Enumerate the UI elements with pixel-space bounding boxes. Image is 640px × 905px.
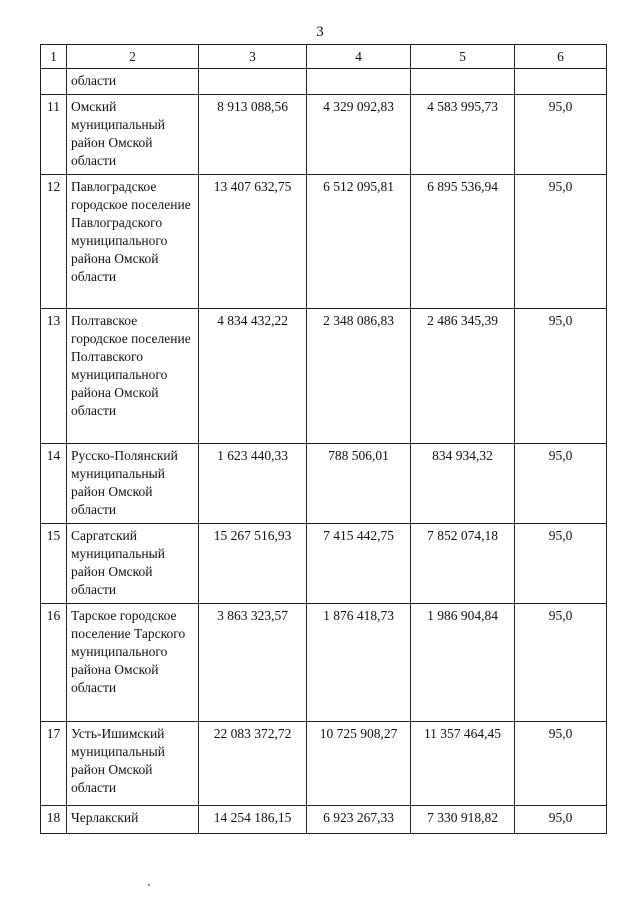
- row-number: 14: [41, 444, 67, 524]
- value-col4: 4 329 092,83: [307, 95, 411, 175]
- percent-col6: 95,0: [515, 444, 607, 524]
- row-number: 18: [41, 806, 67, 834]
- municipality-name: Тарское городское поселение Тарского муниципального района Омской области: [67, 604, 199, 722]
- row-number: 11: [41, 95, 67, 175]
- value-col4: [307, 69, 411, 95]
- row-number: 13: [41, 309, 67, 444]
- page-number: 3: [316, 24, 324, 40]
- table-row: [41, 309, 607, 444]
- column-header: 3: [199, 45, 307, 69]
- municipality-name: области: [67, 69, 199, 95]
- value-col3: 3 863 323,57: [199, 604, 307, 722]
- column-header: 1: [41, 45, 67, 69]
- scan-speck: [148, 884, 150, 886]
- table-row: [41, 175, 607, 309]
- value-col4: 10 725 908,27: [307, 722, 411, 806]
- value-col3: 4 834 432,22: [199, 309, 307, 444]
- value-col4: 788 506,01: [307, 444, 411, 524]
- value-col4: 1 876 418,73: [307, 604, 411, 722]
- value-col3: [199, 69, 307, 95]
- value-col5: [411, 69, 515, 95]
- value-col4: 7 415 442,75: [307, 524, 411, 604]
- value-col5: 1 986 904,84: [411, 604, 515, 722]
- municipality-name: Саргатский муниципальный район Омской области: [67, 524, 199, 604]
- percent-col6: 95,0: [515, 309, 607, 444]
- percent-col6: 95,0: [515, 722, 607, 806]
- table-row: [41, 444, 607, 524]
- municipality-name: Павлоградское городское поселение Павлоградского муниципального района Омской области: [67, 175, 199, 309]
- column-header: 2: [67, 45, 199, 69]
- column-header: 4: [307, 45, 411, 69]
- table-row: [41, 524, 607, 604]
- row-number: 12: [41, 175, 67, 309]
- value-col3: 22 083 372,72: [199, 722, 307, 806]
- table-header-row: [41, 45, 607, 69]
- value-col3: 15 267 516,93: [199, 524, 307, 604]
- data-table: [40, 44, 607, 834]
- table-row: [41, 95, 607, 175]
- column-header: 5: [411, 45, 515, 69]
- value-col3: 8 913 088,56: [199, 95, 307, 175]
- value-col4: 6 923 267,33: [307, 806, 411, 834]
- value-col5: 2 486 345,39: [411, 309, 515, 444]
- value-col3: 13 407 632,75: [199, 175, 307, 309]
- row-number: 17: [41, 722, 67, 806]
- table-row: [41, 806, 607, 834]
- value-col3: 1 623 440,33: [199, 444, 307, 524]
- row-number: 15: [41, 524, 67, 604]
- value-col5: 6 895 536,94: [411, 175, 515, 309]
- municipality-name: Омский муниципальный район Омской области: [67, 95, 199, 175]
- value-col5: 11 357 464,45: [411, 722, 515, 806]
- value-col4: 2 348 086,83: [307, 309, 411, 444]
- value-col5: 834 934,32: [411, 444, 515, 524]
- municipality-name: Русско-Полянский муниципальный район Омской области: [67, 444, 199, 524]
- value-col4: 6 512 095,81: [307, 175, 411, 309]
- municipality-name: Черлакский: [67, 806, 199, 834]
- value-col5: 4 583 995,73: [411, 95, 515, 175]
- percent-col6: 95,0: [515, 175, 607, 309]
- table-row: [41, 604, 607, 722]
- value-col5: 7 852 074,18: [411, 524, 515, 604]
- row-number: 16: [41, 604, 67, 722]
- percent-col6: 95,0: [515, 524, 607, 604]
- municipality-name: Усть-Ишимский муниципальный район Омской области: [67, 722, 199, 806]
- percent-col6: [515, 69, 607, 95]
- table-row: [41, 722, 607, 806]
- percent-col6: 95,0: [515, 95, 607, 175]
- value-col3: 14 254 186,15: [199, 806, 307, 834]
- row-number: [41, 69, 67, 95]
- value-col5: 7 330 918,82: [411, 806, 515, 834]
- table-row: [41, 69, 607, 95]
- percent-col6: 95,0: [515, 806, 607, 834]
- percent-col6: 95,0: [515, 604, 607, 722]
- column-header: 6: [515, 45, 607, 69]
- municipality-name: Полтавское городское поселение Полтавского муниципального района Омской области: [67, 309, 199, 444]
